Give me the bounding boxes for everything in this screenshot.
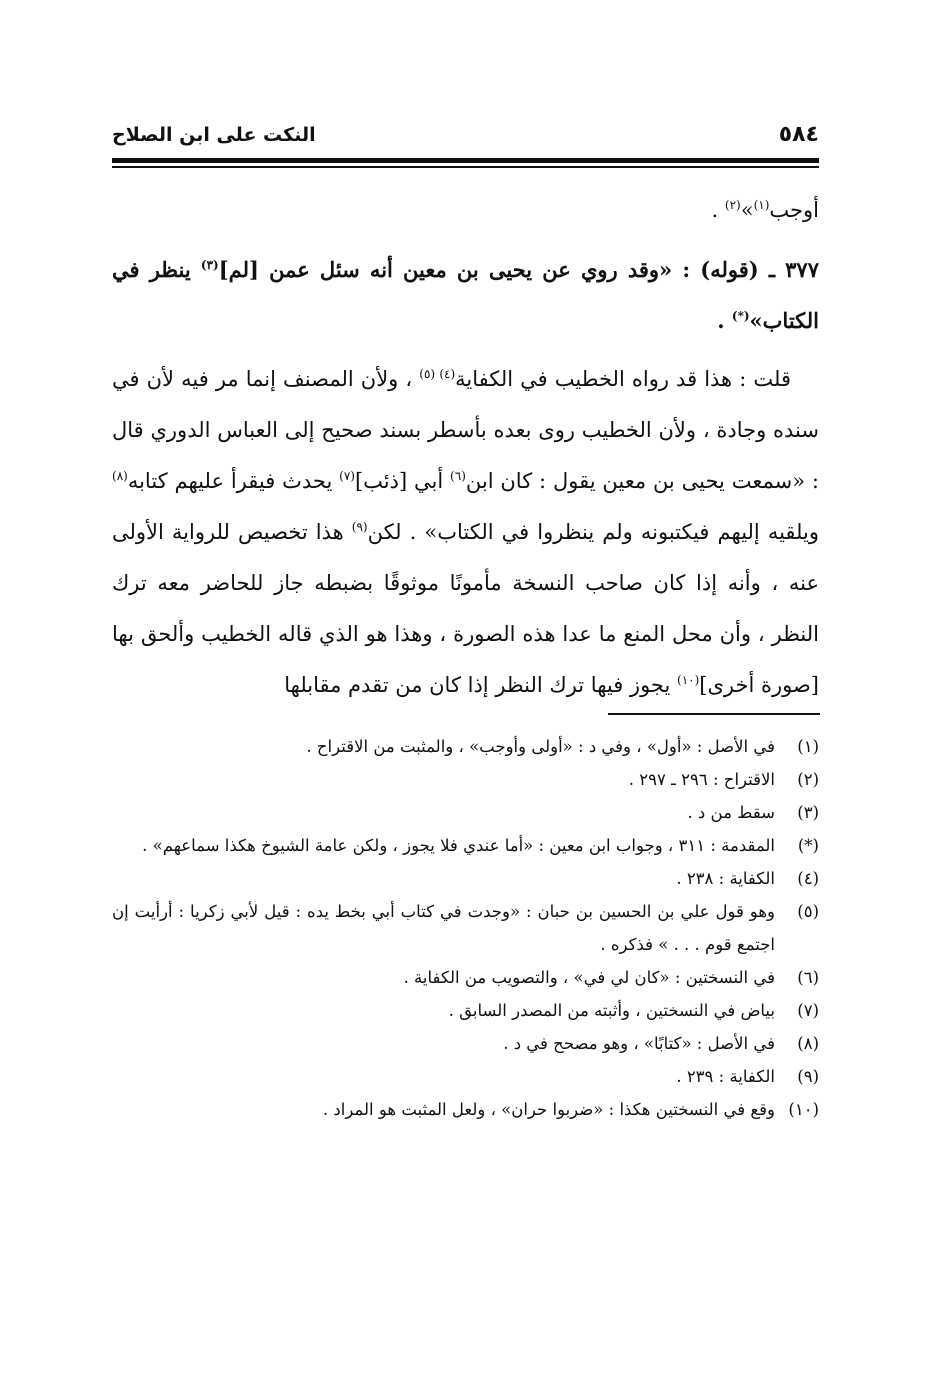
page-header xyxy=(112,122,819,158)
body-text xyxy=(112,185,819,711)
footnote-number: (٣) xyxy=(797,803,819,822)
footnote-text: الاقتراح : ٢٩٦ ـ ٢٩٧ . xyxy=(628,770,775,789)
entry-377-paragraph: ٣٧٧ ـ (قوله) : «وقد روي عن يحيى بن معين أنه سئل عمن [لم]$^{(٣)}$ ينظر في الكتاب»(*) . xyxy=(112,257,819,333)
footnote-text: في النسختين : «كان لي في» ، والتصويب من الكفاية . xyxy=(403,968,775,987)
footnote-text: بياض في النسختين ، وأثبته من المصدر السابق . xyxy=(448,1001,775,1020)
footnote-number: (١٠) xyxy=(788,1100,819,1119)
footnote-item xyxy=(112,763,819,796)
footnote-item xyxy=(112,994,819,1027)
footnote-ref-4[interactable]: (٤) xyxy=(439,367,456,381)
footnote-text: وهو قول علي بن الحسين بن حبان : «وجدت في كتاب أبي بخط يده : قيل لأبي زكريا : أرأيت إن اجتمع قوم . . . » فذكره . xyxy=(112,902,775,954)
footnote-number: (٥) xyxy=(797,902,819,921)
running-title: النكت على ابن الصلاح xyxy=(112,124,316,146)
footnote-item xyxy=(112,862,819,895)
footnote-separator xyxy=(608,713,820,715)
page-number: ٥٨٤ xyxy=(778,122,819,147)
footnote-text: الكفاية : ٢٣٩ . xyxy=(676,1067,775,1086)
footnote-text: وقع في النسختين هكذا : «ضربوا حران» ، ولعل المثبت هو المراد . xyxy=(322,1100,775,1119)
commentary-paragraph: قلت : هذا قد رواه الخطيب في الكفاية$^{(٤)}$ $^{(٥)}$ ، ولأن المصنف إنما مر فيه لأن في سنده وجادة ، ولأن الخطيب روى بعده بأسطر بسند صحيح إلى العباس الدوري قال : «سمعت يحيى بن معين يقول : كان ابن$^{(٦)}$ أبي [ذئب]$^{(٧)}$ يحدث فيقرأ عليهم كتابه$^{(٨)}$ ويلقيه إليهم فيكتبونه ولم ينظروا في الكتاب» . لكن$^{(٩)}$ هذا تخصيص للرواية الأولى عنه ، وأنه إذا كان صاحب النسخة مأمونًا موثوقًا بضبطه جاز للحاضر معه ترك النظر ، وأن محل المنع ما عدا هذه الصورة ، وهذا هو الذي قاله الخطيب وألحق بها [صورة أخرى]$^{(١٠)}$ يجوز فيها ترك النظر إذا كان من تقدم مقابلها xyxy=(112,367,819,697)
footnote-text: في الأصل : «أول» ، وفي د : «أولى وأوجب» ، والمثبت من الاقتراح . xyxy=(306,737,775,756)
footnote-number: (٢) xyxy=(797,770,819,789)
footnote-item xyxy=(112,895,819,961)
footnote-ref-6[interactable]: (٦) xyxy=(450,469,466,483)
footnote-item xyxy=(112,1060,819,1093)
footnote-ref-5[interactable]: (٥) xyxy=(419,367,440,381)
footnote-text: المقدمة : ٣١١ ، وجواب ابن معين : «أما عندي فلا يجوز ، ولكن عامة الشيوخ هكذا سماعهم» . xyxy=(142,836,775,855)
footnote-ref-9[interactable]: (٩) xyxy=(351,520,368,534)
footnote-text: سقط من د . xyxy=(687,803,775,822)
footnote-number: (٧) xyxy=(797,1001,819,1020)
footnote-ref-10[interactable]: (١٠) xyxy=(677,673,700,687)
footnote-item xyxy=(112,1093,819,1126)
header-rule-thick xyxy=(112,158,819,163)
continuation-paragraph: أوجب$^{(١)}$»$^{(٢)}$ . xyxy=(711,198,819,222)
footnote-number: (*) xyxy=(797,836,819,855)
footnote-ref-8[interactable]: (٨) xyxy=(112,469,128,483)
footnote-item xyxy=(112,1027,819,1060)
footnotes xyxy=(112,730,819,1126)
footnote-item xyxy=(112,961,819,994)
footnote-number: (٩) xyxy=(797,1067,819,1086)
footnote-ref-2[interactable]: (٢) xyxy=(724,198,741,212)
footnote-ref-3[interactable]: (٣) xyxy=(200,258,219,272)
footnote-number: (٨) xyxy=(797,1034,819,1053)
footnote-number: (٤) xyxy=(797,869,819,888)
footnote-text: الكفاية : ٢٣٨ . xyxy=(676,869,775,888)
footnote-ref-7[interactable]: (٧) xyxy=(339,469,355,483)
footnote-ref-star[interactable]: (*) xyxy=(731,309,750,323)
footnote-item xyxy=(112,796,819,829)
header-rule-thin xyxy=(112,166,819,168)
footnote-number: (١) xyxy=(797,737,819,756)
footnote-item xyxy=(112,730,819,763)
footnote-item xyxy=(112,829,819,862)
footnote-number: (٦) xyxy=(797,968,819,987)
footnote-text: في الأصل : «كتابًا» ، وهو مصحح في د . xyxy=(503,1034,775,1053)
footnote-ref-1[interactable]: (١) xyxy=(753,198,770,212)
